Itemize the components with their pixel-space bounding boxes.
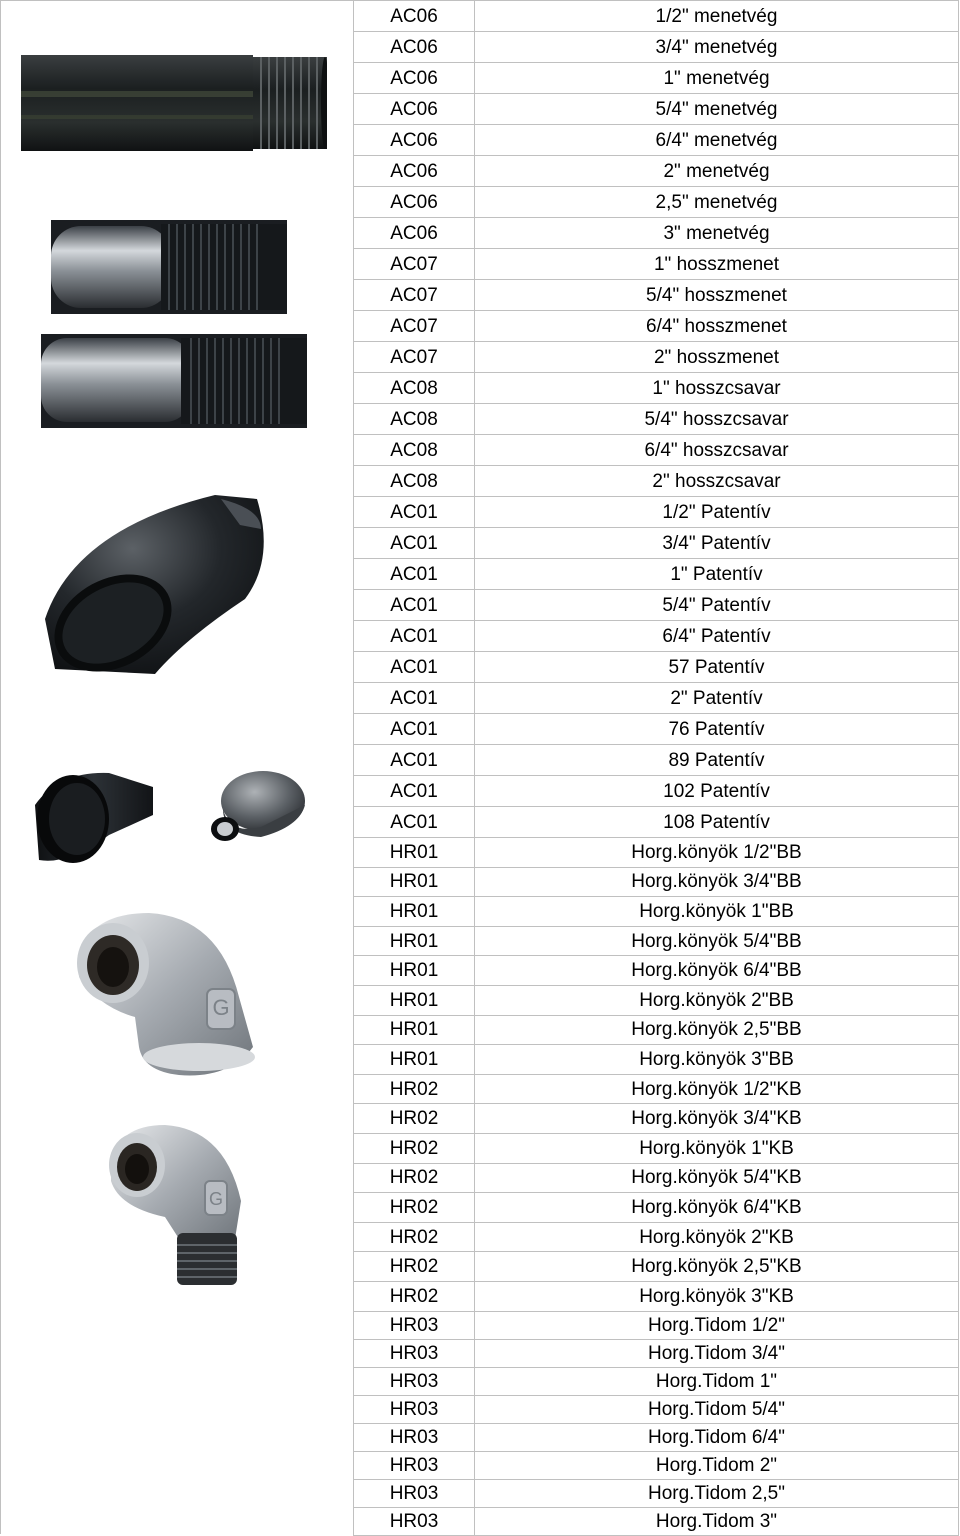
product-code-cell: AC06: [354, 1, 475, 32]
table-row: [354, 1281, 959, 1311]
weld-elbow-photo: [35, 489, 271, 679]
table-row: [354, 1311, 959, 1339]
product-code-cell: AC01: [354, 528, 475, 559]
product-name-cell: Horg.Tidom 1": [475, 1367, 959, 1395]
product-name-cell: Horg.könyök 1/2"KB: [475, 1074, 959, 1104]
product-code-cell: HR01: [354, 926, 475, 956]
long-thread-pipe-photo: [51, 220, 287, 314]
product-code-cell: HR02: [354, 1104, 475, 1134]
long-screw-pipe-photo: [41, 334, 307, 428]
table-row: [354, 1479, 959, 1507]
product-name-cell: Horg.könyök 3/4"KB: [475, 1104, 959, 1134]
product-code-cell: AC08: [354, 404, 475, 435]
product-name-cell: 1" hosszcsavar: [475, 373, 959, 404]
table-row: [354, 497, 959, 528]
product-name-cell: Horg.könyök 2"KB: [475, 1222, 959, 1252]
product-code-cell: AC06: [354, 125, 475, 156]
product-code-cell: HR01: [354, 867, 475, 897]
reducer-and-cap-photo: [29, 765, 309, 871]
product-code-cell: AC01: [354, 621, 475, 652]
product-name-cell: Horg.könyök 5/4"KB: [475, 1163, 959, 1193]
product-code-cell: HR03: [354, 1367, 475, 1395]
product-name-cell: 3/4" Patentív: [475, 528, 959, 559]
product-code-cell: HR02: [354, 1252, 475, 1282]
product-code-cell: HR01: [354, 985, 475, 1015]
table-row: [354, 1222, 959, 1252]
product-name-cell: Horg.könyök 6/4"KB: [475, 1193, 959, 1223]
table-row: [354, 435, 959, 466]
product-name-cell: Horg.könyök 3/4"BB: [475, 867, 959, 897]
product-code-cell: HR02: [354, 1281, 475, 1311]
table-row: [354, 94, 959, 125]
product-code-cell: HR03: [354, 1479, 475, 1507]
product-code-cell: HR02: [354, 1222, 475, 1252]
product-name-cell: Horg.Tidom 1/2": [475, 1311, 959, 1339]
product-name-cell: Horg.Tidom 2": [475, 1451, 959, 1479]
product-name-cell: Horg.könyök 3"BB: [475, 1045, 959, 1075]
galvanized-elbow-mf-photo: [105, 1121, 247, 1289]
table-row: [354, 1163, 959, 1193]
product-code-cell: AC01: [354, 745, 475, 776]
product-code-cell: AC06: [354, 218, 475, 249]
product-name-cell: 2" menetvég: [475, 156, 959, 187]
table-row: [354, 1133, 959, 1163]
table-row: [354, 1252, 959, 1282]
product-name-cell: Horg.Tidom 3": [475, 1507, 959, 1535]
table-row: [354, 466, 959, 497]
table-row: [354, 1193, 959, 1223]
product-name-cell: 89 Patentív: [475, 745, 959, 776]
table-row: [354, 311, 959, 342]
product-name-cell: Horg.Tidom 3/4": [475, 1339, 959, 1367]
product-code-cell: AC07: [354, 249, 475, 280]
product-name-cell: 3/4" menetvég: [475, 32, 959, 63]
product-name-cell: Horg.könyök 2,5"KB: [475, 1252, 959, 1282]
product-name-cell: 2" Patentív: [475, 683, 959, 714]
product-name-cell: Horg.könyök 3"KB: [475, 1281, 959, 1311]
table-row: [354, 1104, 959, 1134]
product-name-cell: 1" hosszmenet: [475, 249, 959, 280]
table-row: [354, 985, 959, 1015]
table-row: [354, 683, 959, 714]
product-code-cell: AC06: [354, 32, 475, 63]
table-row: [354, 745, 959, 776]
product-code-cell: AC07: [354, 280, 475, 311]
product-name-cell: 1/2" Patentív: [475, 497, 959, 528]
table-row: [354, 1367, 959, 1395]
product-code-cell: HR03: [354, 1395, 475, 1423]
table-row: [354, 404, 959, 435]
table-row: [354, 373, 959, 404]
product-name-cell: 1/2" menetvég: [475, 1, 959, 32]
product-code-cell: HR02: [354, 1074, 475, 1104]
product-code-cell: HR01: [354, 897, 475, 927]
product-name-cell: 5/4" hosszcsavar: [475, 404, 959, 435]
table-row: [354, 1423, 959, 1451]
svg-text:G: G: [212, 995, 230, 1020]
table-row: [354, 1507, 959, 1535]
product-name-cell: 2,5" menetvég: [475, 187, 959, 218]
product-code-cell: AC01: [354, 590, 475, 621]
table-row: [354, 714, 959, 745]
svg-text:G: G: [208, 1189, 224, 1209]
product-name-cell: 5/4" Patentív: [475, 590, 959, 621]
table-row: [354, 1074, 959, 1104]
table-row: [354, 926, 959, 956]
product-name-cell: Horg.könyök 1/2"BB: [475, 838, 959, 868]
table-row: [354, 1395, 959, 1423]
product-name-cell: 1" Patentív: [475, 559, 959, 590]
product-name-cell: Horg.könyök 5/4"BB: [475, 926, 959, 956]
product-name-cell: Horg.könyök 1"KB: [475, 1133, 959, 1163]
product-code-cell: HR02: [354, 1193, 475, 1223]
product-code-cell: HR01: [354, 1015, 475, 1045]
product-code-cell: HR03: [354, 1339, 475, 1367]
product-code-cell: HR03: [354, 1507, 475, 1535]
table-row: [354, 621, 959, 652]
product-code-cell: HR01: [354, 838, 475, 868]
table-row: [354, 218, 959, 249]
product-name-cell: 5/4" hosszmenet: [475, 280, 959, 311]
product-code-cell: HR03: [354, 1311, 475, 1339]
product-code-cell: AC06: [354, 63, 475, 94]
table-row: [354, 528, 959, 559]
table-row: [354, 280, 959, 311]
product-code-cell: AC08: [354, 435, 475, 466]
product-code-cell: AC08: [354, 466, 475, 497]
product-name-cell: 76 Patentív: [475, 714, 959, 745]
product-code-cell: AC01: [354, 652, 475, 683]
product-name-cell: Horg.könyök 1"BB: [475, 897, 959, 927]
product-name-cell: 108 Patentív: [475, 807, 959, 838]
product-code-cell: AC08: [354, 373, 475, 404]
product-code-cell: AC06: [354, 156, 475, 187]
product-name-cell: 2" hosszcsavar: [475, 466, 959, 497]
table-row: [354, 807, 959, 838]
product-name-cell: 6/4" hosszcsavar: [475, 435, 959, 466]
galvanized-elbow-ff-photo: [69, 907, 259, 1079]
product-code-cell: AC01: [354, 683, 475, 714]
product-code-cell: HR03: [354, 1451, 475, 1479]
product-code-cell: HR03: [354, 1423, 475, 1451]
product-name-cell: 102 Patentív: [475, 776, 959, 807]
table-row: [354, 838, 959, 868]
product-code-cell: AC07: [354, 342, 475, 373]
product-name-cell: Horg.Tidom 5/4": [475, 1395, 959, 1423]
table-row: [354, 32, 959, 63]
table-row: [354, 125, 959, 156]
product-name-cell: Horg.könyök 6/4"BB: [475, 956, 959, 986]
product-name-cell: 57 Patentív: [475, 652, 959, 683]
table-row: [354, 1451, 959, 1479]
table-row: [354, 1339, 959, 1367]
table-row: [354, 956, 959, 986]
product-code-cell: HR02: [354, 1133, 475, 1163]
product-code-cell: AC01: [354, 714, 475, 745]
table-row: [354, 1, 959, 32]
product-name-cell: Horg.Tidom 2,5": [475, 1479, 959, 1507]
product-code-cell: AC06: [354, 187, 475, 218]
product-name-cell: 2" hosszmenet: [475, 342, 959, 373]
product-code-cell: AC01: [354, 807, 475, 838]
table-row: [354, 249, 959, 280]
product-code-cell: AC06: [354, 94, 475, 125]
product-code-cell: HR01: [354, 1045, 475, 1075]
product-name-cell: 5/4" menetvég: [475, 94, 959, 125]
product-code-cell: AC01: [354, 559, 475, 590]
product-name-cell: 1" menetvég: [475, 63, 959, 94]
product-code-cell: HR02: [354, 1163, 475, 1193]
table-row: [354, 63, 959, 94]
table-row: [354, 1045, 959, 1075]
product-name-cell: 3" menetvég: [475, 218, 959, 249]
product-table: [353, 0, 959, 1536]
table-row: [354, 156, 959, 187]
product-image-column: [0, 0, 353, 1534]
table-row: [354, 776, 959, 807]
product-name-cell: Horg.könyök 2,5"BB: [475, 1015, 959, 1045]
table-row: [354, 342, 959, 373]
product-name-cell: Horg.könyök 2"BB: [475, 985, 959, 1015]
product-code-cell: AC01: [354, 776, 475, 807]
product-name-cell: 6/4" Patentív: [475, 621, 959, 652]
table-row: [354, 867, 959, 897]
table-row: [354, 652, 959, 683]
product-name-cell: 6/4" menetvég: [475, 125, 959, 156]
table-row: [354, 187, 959, 218]
table-row: [354, 590, 959, 621]
threaded-pipe-end-photo: [21, 53, 327, 153]
product-code-cell: HR01: [354, 956, 475, 986]
product-name-cell: 6/4" hosszmenet: [475, 311, 959, 342]
table-row: [354, 897, 959, 927]
product-code-cell: AC01: [354, 497, 475, 528]
product-code-cell: AC07: [354, 311, 475, 342]
table-row: [354, 559, 959, 590]
table-row: [354, 1015, 959, 1045]
product-name-cell: Horg.Tidom 6/4": [475, 1423, 959, 1451]
